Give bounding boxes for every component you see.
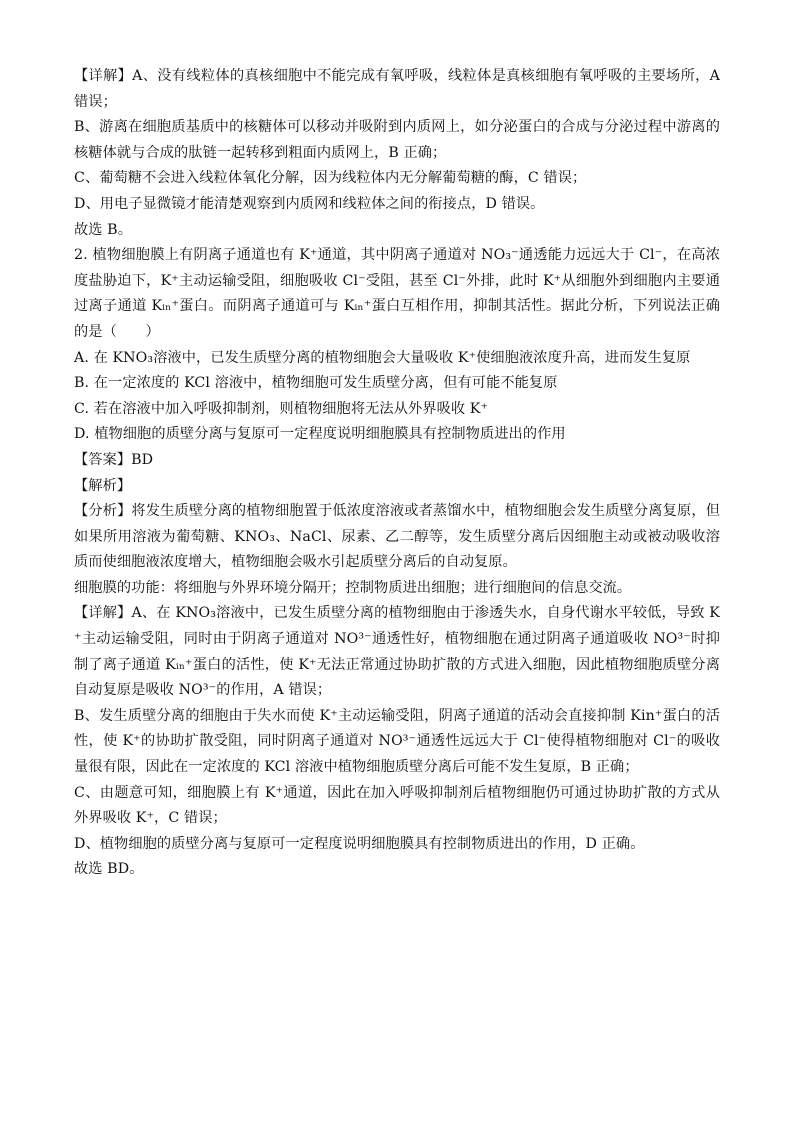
q2-option-c: C. 若在溶液中加入呼吸抑制剂，则植物细胞将无法从外界吸收 K⁺ <box>74 400 489 417</box>
document-body <box>74 64 720 883</box>
q2-detail-b: B、发生质壁分离的细胞由于失水而使 K⁺主动运输受阻，阴离子通道的活动会直接抑制 Kin⁺蛋白的活性，使 K⁺的协助扩散受阻，同时阴离子通道对 NO³⁻通透性远远大于 Cl⁻使得植物细胞对 Cl⁻的吸收量很有限，因此在一定浓度的 KCl 溶液中植物细胞质壁分离后可能不发生复原，B 正确； <box>74 707 720 776</box>
q1-detail-d: D、用电子显微镜才能清楚观察到内质网和线粒体之间的衔接点，D 错误。 <box>74 195 545 212</box>
q2-detail-a: 【详解】A、在 KNO₃溶液中，已发生质壁分离的植物细胞由于渗透失水，自身代谢水平较低，导致 K⁺主动运输受阻，同时由于阴离子通道对 NO³⁻通透性好，植物细胞在通过阴离子通道吸收 NO³⁻时抑制了离子通道 Kᵢₙ⁺蛋白的活性，使 K⁺无法正常通过协助扩散的方式进入细胞，因此植物细胞质壁分离自动复原是吸收 NO³⁻的作用，A 错误； <box>74 605 720 699</box>
q2-option-a: A. 在 KNO₃溶液中，已发生质壁分离的植物细胞会大量吸收 K⁺使细胞液浓度升高，进而发生复原 <box>74 349 691 366</box>
q2-detail-d: D、植物细胞的质壁分离与复原可一定程度说明细胞膜具有控制物质进出的作用，D 正确。 <box>74 835 645 852</box>
q2-detail-c: C、由题意可知，细胞膜上有 K⁺通道，因此在加入呼吸抑制剂后植物细胞仍可通过协助扩散的方式从外界吸收 K⁺，C 错误； <box>74 784 720 827</box>
q2-option-b: B. 在一定浓度的 KCl 溶液中，植物细胞可发生质壁分离，但有可能不能复原 <box>74 375 558 392</box>
q2-stem: 2. 植物细胞膜上有阴离子通道也有 K⁺通道，其中阴离子通道对 NO₃⁻通透能力远远大于 Cl⁻，在高浓度盐胁迫下，K⁺主动运输受阻，细胞吸收 Cl⁻受阻，甚至 Cl⁻外排，此时 K⁺从细胞外到细胞内主要通过离子通道 Kᵢₙ⁺蛋白。而阴离子通道可与 Kᵢₙ⁺蛋白互相作用，抑制其活性。据此分析，下列说法正确的是（ ） <box>74 247 720 340</box>
q2-analysis-label: 【解析】 <box>74 477 132 494</box>
q1-detail-b: B、游离在细胞质基质中的核糖体可以移动并吸附到内质网上，如分泌蛋白的合成与分泌过程中游离的核糖体就与合成的肽链一起转移到粗面内质网上，B 正确； <box>74 119 720 161</box>
q2-answer: 【答案】BD <box>74 451 154 468</box>
q2-membrane-function: 细胞膜的功能：将细胞与外界环境分隔开；控制物质进出细胞；进行细胞间的信息交流。 <box>74 579 632 596</box>
q1-detail-c: C、葡萄糖不会进入线粒体氧化分解，因为线粒体内无分解葡萄糖的酶，C 错误； <box>74 170 587 187</box>
q2-option-d: D. 植物细胞的质壁分离与复原可一定程度说明细胞膜具有控制物质进出的作用 <box>74 426 566 443</box>
q2-analysis: 【分析】将发生质壁分离的植物细胞置于低浓度溶液或者蒸馏水中，植物细胞会发生质壁分离复原，但如果所用溶液为葡萄糖、KNO₃、NaCl、尿素、乙二醇等，发生质壁分离后因细胞主动或被动吸收溶质而使细胞液浓度增大，植物细胞会吸水引起质壁分离后的自动复原。 <box>74 503 720 571</box>
q1-conclusion: 故选 B。 <box>74 221 132 238</box>
q2-conclusion: 故选 BD。 <box>74 861 144 878</box>
q1-detail-a: 【详解】A、没有线粒体的真核细胞中不能完成有氧呼吸，线粒体是真核细胞有氧呼吸的主要场所，A 错误； <box>74 68 720 110</box>
